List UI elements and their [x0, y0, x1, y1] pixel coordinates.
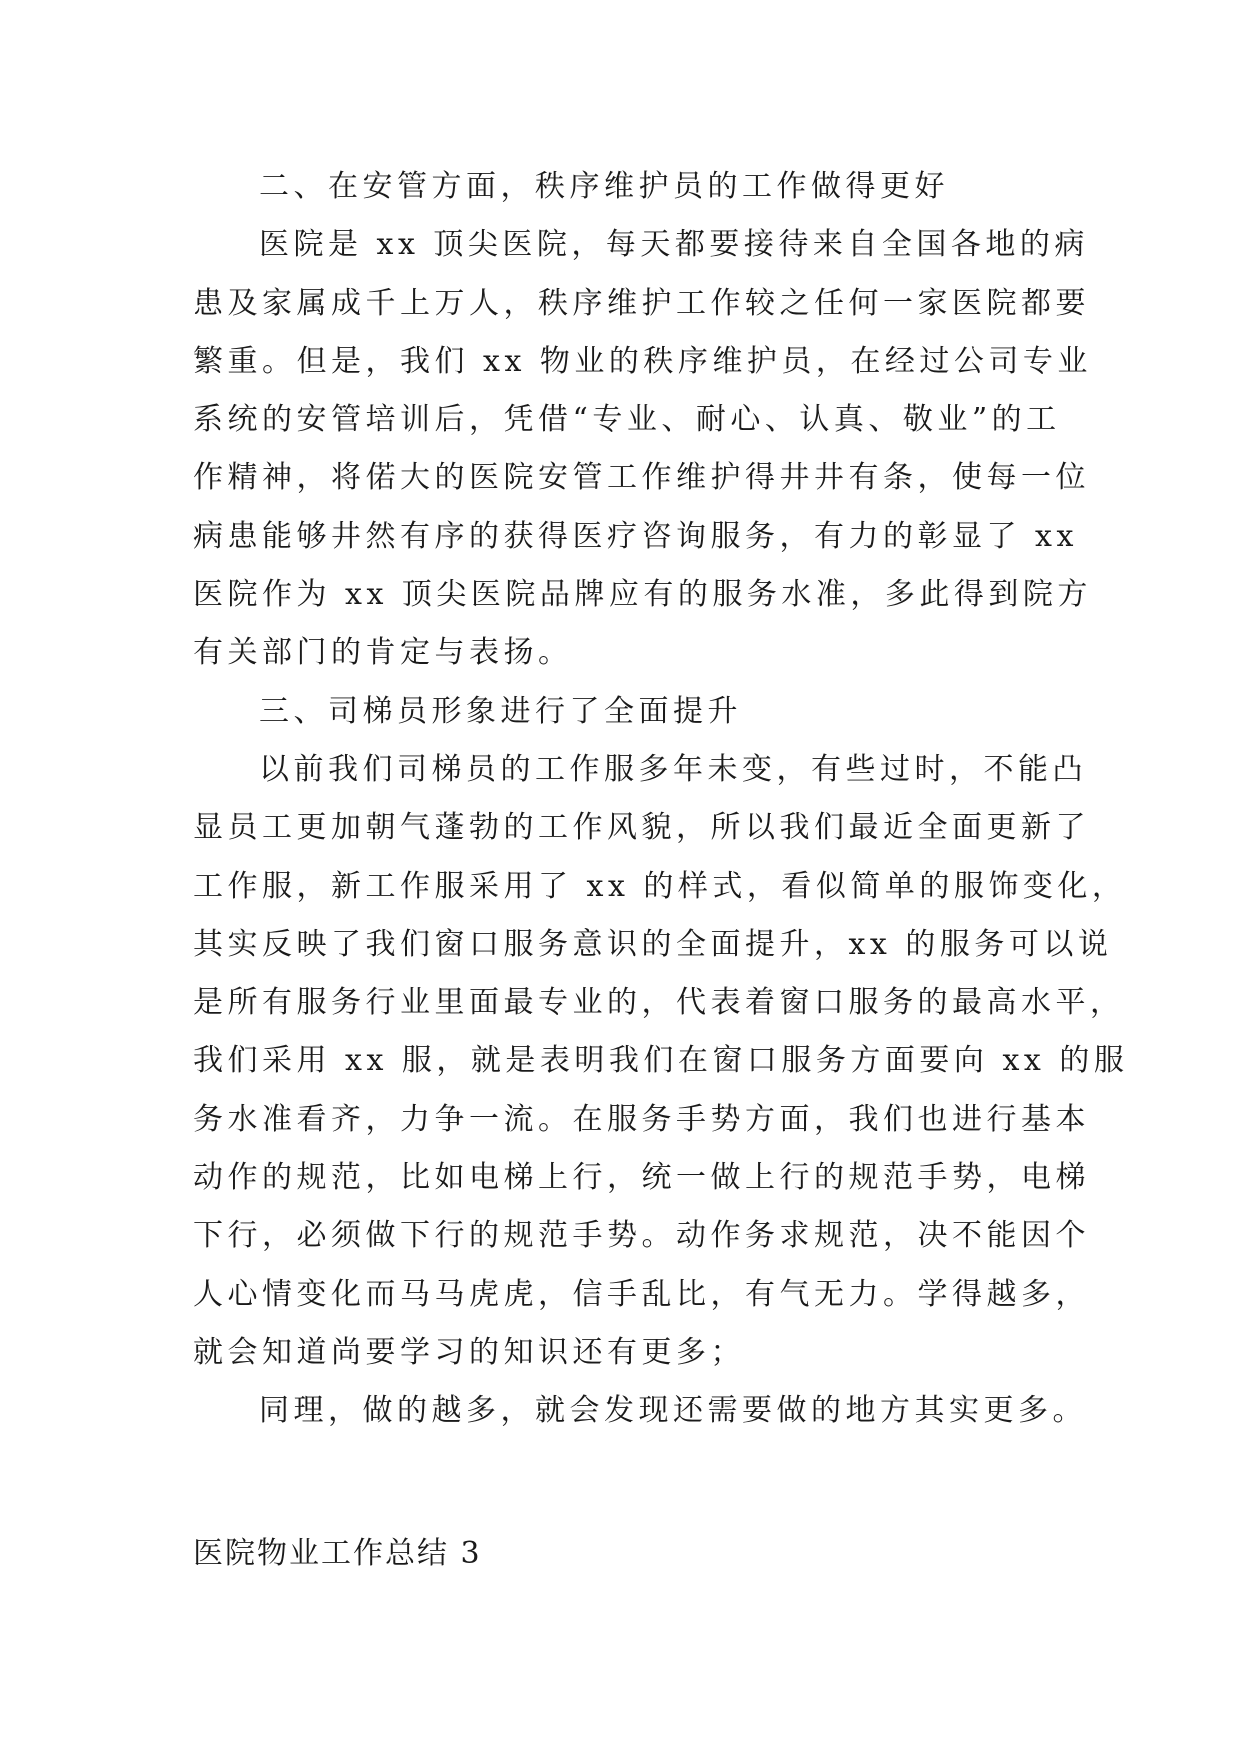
paragraph-line: 医院作为 xx 顶尖医院品牌应有的服务水准，多此得到院方: [193, 577, 1092, 613]
paragraph-line: 繁重。但是，我们 xx 物业的秩序维护员，在经过公司专业: [193, 343, 1092, 379]
paragraph-line: 患及家属成千上万人，秩序维护工作较之任何一家医院都要: [193, 285, 1090, 321]
paragraph-line: 工作服，新工作服采用了 xx 的样式，看似简单的服饰变化，: [193, 868, 1127, 904]
section-2-heading: 二、在安管方面，秩序维护员的工作做得更好: [259, 169, 949, 204]
paragraph-line: 务水准看齐，力争一流。在服务手势方面，我们也进行基本: [193, 1101, 1090, 1137]
paragraph-line: 是所有服务行业里面最专业的，代表着窗口服务的最高水平，: [193, 985, 1125, 1021]
section-3-heading: 三、司梯员形象进行了全面提升: [259, 693, 742, 729]
paragraph-line: 系统的安管培训后，凭借“专业、耐心、认真、敬业”的工: [193, 402, 1061, 438]
paragraph-line: 人心情变化而马马虎虎，信手乱比，有气无力。学得越多，: [193, 1276, 1090, 1312]
next-section-title: 医院物业工作总结 3: [193, 1535, 482, 1571]
paragraph-line: 动作的规范，比如电梯上行，统一做上行的规范手势，电梯: [193, 1160, 1090, 1196]
document-page: [193, 158, 1129, 1583]
paragraph-line: 病患能够井然有序的获得医疗咨询服务，有力的彰显了 xx: [193, 518, 1078, 554]
paragraph-line: 显员工更加朝气蓬勃的工作风貌，所以我们最近全面更新了: [193, 810, 1090, 846]
paragraph-line: 有关部门的肯定与表扬。: [193, 635, 573, 671]
paragraph-line: 下行，必须做下行的规范手势。动作务求规范，决不能因个: [193, 1218, 1090, 1254]
paragraph-line: 医院是 xx 顶尖医院，每天都要接待来自全国各地的病: [259, 227, 1089, 263]
paragraph-line: 其实反映了我们窗口服务意识的全面提升，xx 的服务可以说: [193, 926, 1113, 962]
paragraph-line: 作精神，将偌大的医院安管工作维护得井井有条，使每一位: [193, 460, 1090, 496]
spacer: [193, 1441, 1055, 1525]
paragraph-line: 我们采用 xx 服，就是表明我们在窗口服务方面要向 xx 的服: [193, 1043, 1129, 1079]
paragraph-line: 以前我们司梯员的工作服多年未变，有些过时，不能凸: [259, 751, 1087, 787]
closing-line: 同理，做的越多，就会发现还需要做的地方其实更多。: [259, 1393, 1087, 1429]
paragraph-line: 就会知道尚要学习的知识还有更多；: [193, 1334, 745, 1370]
